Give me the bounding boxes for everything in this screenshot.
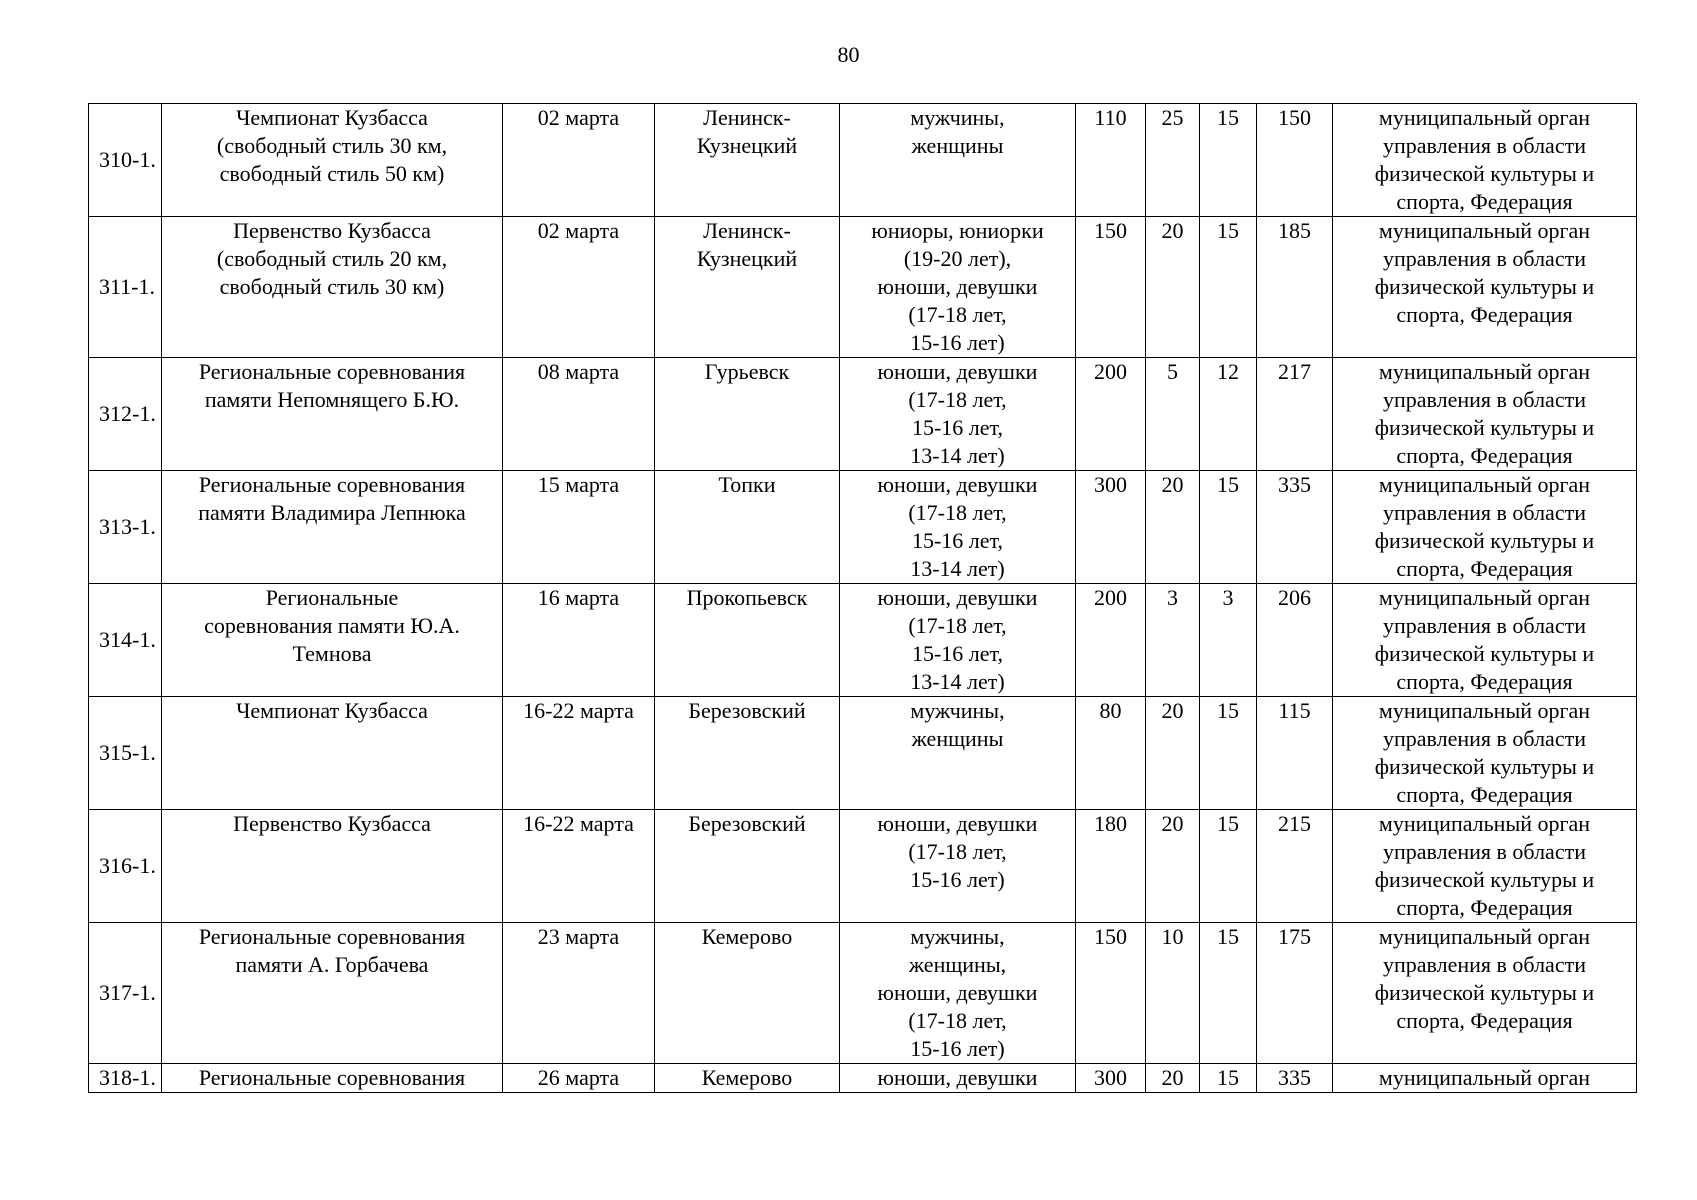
event-place-cell [655, 584, 840, 697]
participants-count-cell [1076, 923, 1146, 1064]
event-name-cell [162, 1064, 503, 1093]
coaches-count-cell [1146, 923, 1200, 1064]
event-organizer-cell [1333, 584, 1637, 697]
row-number-cell [89, 1064, 162, 1093]
event-date: 15 марта [537, 472, 620, 497]
coaches-count-cell [1146, 217, 1200, 358]
total-count-cell [1257, 923, 1333, 1064]
event-name: Региональные соревнования памяти Непомнящего Б.Ю. [198, 359, 466, 412]
participant-category-cell [840, 923, 1076, 1064]
event-date-cell [503, 217, 655, 358]
row-number-cell [89, 358, 162, 471]
participant-category-cell [840, 471, 1076, 584]
table-row [89, 584, 1637, 697]
event-place: Ленинск- Кузнецкий [696, 105, 798, 158]
event-name: Региональные соревнования памяти Ю.А. Темнова [204, 585, 460, 666]
participants-count-cell [1076, 697, 1146, 810]
row-number-cell [89, 810, 162, 923]
event-organizer: муниципальный орган управления в области физической культуры и спорта, Федерация [1374, 105, 1595, 214]
participant-category: юноши, девушки (17-18 лет, 15-16 лет) [877, 811, 1038, 892]
total-count-cell [1257, 810, 1333, 923]
event-place: Березовский [688, 698, 806, 723]
event-place-cell [655, 358, 840, 471]
event-place: Гурьевск [704, 359, 790, 384]
event-organizer: муниципальный орган управления в области физической культуры и спорта, Федерация [1374, 811, 1595, 920]
table-row [89, 810, 1637, 923]
judges-count: 15 [1217, 472, 1239, 497]
participant-category: юниоры, юниорки (19-20 лет), юноши, девушки (17-18 лет, 15-16 лет) [871, 218, 1044, 355]
coaches-count-cell [1146, 810, 1200, 923]
row-number-cell [89, 584, 162, 697]
judges-count: 15 [1217, 1065, 1239, 1090]
participants-count-cell [1076, 471, 1146, 584]
coaches-count-cell [1146, 471, 1200, 584]
participants-count: 110 [1094, 105, 1127, 130]
table-row [89, 923, 1637, 1064]
events-table [88, 103, 1637, 1093]
participant-category: мужчины, женщины [910, 105, 1005, 158]
row-number: 310-1. [99, 147, 156, 172]
event-name: Чемпионат Кузбасса (свободный стиль 30 км, свободный стиль 50 км) [216, 105, 448, 186]
judges-count-cell [1200, 471, 1257, 584]
event-place-cell [655, 697, 840, 810]
participant-category-cell [840, 104, 1076, 217]
row-number: 312-1. [99, 401, 156, 426]
table-row [89, 104, 1637, 217]
event-date-cell [503, 697, 655, 810]
event-name-cell [162, 104, 503, 217]
total-count-cell [1257, 697, 1333, 810]
event-name: Чемпионат Кузбасса [236, 698, 428, 723]
coaches-count: 25 [1161, 105, 1184, 130]
judges-count-cell [1200, 104, 1257, 217]
judges-count: 15 [1217, 811, 1239, 836]
event-organizer: муниципальный орган управления в области физической культуры и спорта, Федерация [1374, 698, 1595, 807]
event-date: 02 марта [537, 218, 620, 243]
participants-count: 200 [1094, 359, 1127, 384]
coaches-count-cell [1146, 358, 1200, 471]
event-date: 16-22 марта [523, 811, 634, 836]
event-place: Ленинск- Кузнецкий [696, 218, 798, 271]
event-date-cell [503, 471, 655, 584]
total-count: 217 [1278, 359, 1311, 384]
judges-count-cell [1200, 697, 1257, 810]
event-name: Первенство Кузбасса (свободный стиль 20 км, свободный стиль 30 км) [216, 218, 448, 299]
participants-count: 300 [1094, 472, 1127, 497]
total-count: 115 [1278, 698, 1311, 723]
participant-category: юноши, девушки (17-18 лет, 15-16 лет, 13-14 лет) [877, 472, 1038, 581]
event-name-cell [162, 358, 503, 471]
coaches-count: 20 [1161, 698, 1184, 723]
event-organizer-cell [1333, 923, 1637, 1064]
event-date: 26 марта [537, 1065, 620, 1090]
total-count: 335 [1278, 472, 1311, 497]
event-date-cell [503, 584, 655, 697]
participants-count-cell [1076, 810, 1146, 923]
participant-category-cell [840, 584, 1076, 697]
page-number: 80 [837, 42, 860, 67]
row-number: 314-1. [99, 627, 156, 652]
event-place: Топки [718, 472, 776, 497]
total-count: 206 [1278, 585, 1311, 610]
coaches-count-cell [1146, 104, 1200, 217]
row-number: 316-1. [99, 853, 156, 878]
row-number: 315-1. [99, 740, 156, 765]
event-place-cell [655, 217, 840, 358]
coaches-count: 3 [1167, 585, 1178, 610]
event-date-cell [503, 923, 655, 1064]
event-place-cell [655, 810, 840, 923]
event-place-cell [655, 1064, 840, 1093]
total-count-cell [1257, 104, 1333, 217]
event-name-cell [162, 217, 503, 358]
participant-category: мужчины, женщины, юноши, девушки (17-18 лет, 15-16 лет) [877, 924, 1038, 1061]
row-number-cell [89, 697, 162, 810]
table-row [89, 358, 1637, 471]
event-date: 16 марта [537, 585, 620, 610]
coaches-count: 20 [1161, 1065, 1184, 1090]
event-name: Региональные соревнования [198, 1065, 466, 1090]
judges-count: 15 [1217, 698, 1239, 723]
participant-category-cell [840, 697, 1076, 810]
participant-category-cell [840, 1064, 1076, 1093]
participants-count: 150 [1094, 218, 1127, 243]
participants-count-cell [1076, 1064, 1146, 1093]
participant-category: юноши, девушки (17-18 лет, 15-16 лет, 13-14 лет) [877, 585, 1038, 694]
participant-category-cell [840, 810, 1076, 923]
event-date-cell [503, 358, 655, 471]
judges-count-cell [1200, 1064, 1257, 1093]
participants-count: 80 [1099, 698, 1122, 723]
event-organizer-cell [1333, 471, 1637, 584]
event-organizer-cell [1333, 697, 1637, 810]
table-body [89, 104, 1637, 1093]
event-name-cell [162, 697, 503, 810]
event-date: 23 марта [537, 924, 620, 949]
participant-category: мужчины, женщины [910, 698, 1005, 751]
total-count-cell [1257, 471, 1333, 584]
total-count: 175 [1278, 924, 1311, 949]
participants-count: 300 [1094, 1065, 1127, 1090]
event-organizer: муниципальный орган управления в области физической культуры и спорта, Федерация [1374, 585, 1595, 694]
event-name-cell [162, 923, 503, 1064]
event-place-cell [655, 471, 840, 584]
event-place: Кемерово [701, 1065, 793, 1090]
event-organizer: муниципальный орган [1378, 1065, 1591, 1090]
event-date: 16-22 марта [523, 698, 634, 723]
event-place: Прокопьевск [686, 585, 808, 610]
event-date-cell [503, 1064, 655, 1093]
coaches-count: 20 [1161, 218, 1184, 243]
participants-count: 180 [1094, 811, 1127, 836]
event-date: 02 марта [537, 105, 620, 130]
row-number-cell [89, 471, 162, 584]
event-organizer-cell [1333, 810, 1637, 923]
event-organizer: муниципальный орган управления в области физической культуры и спорта, Федерация [1374, 359, 1595, 468]
judges-count: 15 [1217, 218, 1239, 243]
total-count-cell [1257, 358, 1333, 471]
event-name: Региональные соревнования памяти А. Горбачева [198, 924, 466, 977]
total-count: 150 [1278, 105, 1311, 130]
total-count-cell [1257, 217, 1333, 358]
coaches-count: 5 [1167, 359, 1178, 384]
event-name: Первенство Кузбасса [233, 811, 431, 836]
judges-count-cell [1200, 810, 1257, 923]
judges-count-cell [1200, 584, 1257, 697]
participant-category-cell [840, 217, 1076, 358]
event-date-cell [503, 810, 655, 923]
row-number: 318-1. [99, 1065, 156, 1090]
event-date-cell [503, 104, 655, 217]
event-organizer: муниципальный орган управления в области физической культуры и спорта, Федерация [1374, 924, 1595, 1033]
event-name-cell [162, 471, 503, 584]
total-count-cell [1257, 584, 1333, 697]
judges-count: 3 [1222, 585, 1234, 610]
participants-count-cell [1076, 358, 1146, 471]
coaches-count-cell [1146, 697, 1200, 810]
judges-count: 12 [1217, 359, 1239, 384]
coaches-count: 20 [1161, 811, 1184, 836]
event-organizer: муниципальный орган управления в области физической культуры и спорта, Федерация [1374, 472, 1595, 581]
participants-count: 150 [1094, 924, 1127, 949]
participant-category: юноши, девушки [877, 1065, 1038, 1090]
total-count: 215 [1278, 811, 1311, 836]
participants-count: 200 [1094, 585, 1127, 610]
judges-count: 15 [1217, 105, 1239, 130]
event-place-cell [655, 104, 840, 217]
table-row [89, 217, 1637, 358]
event-date: 08 марта [537, 359, 620, 384]
event-organizer: муниципальный орган управления в области физической культуры и спорта, Федерация [1374, 218, 1595, 327]
total-count: 335 [1278, 1065, 1311, 1090]
table-row [89, 1064, 1637, 1093]
event-place: Березовский [688, 811, 806, 836]
participants-count-cell [1076, 217, 1146, 358]
row-number: 311-1. [99, 274, 156, 299]
row-number: 313-1. [99, 514, 156, 539]
total-count-cell [1257, 1064, 1333, 1093]
event-organizer-cell [1333, 358, 1637, 471]
event-place-cell [655, 923, 840, 1064]
participants-count-cell [1076, 104, 1146, 217]
judges-count-cell [1200, 923, 1257, 1064]
table-row [89, 471, 1637, 584]
coaches-count: 10 [1161, 924, 1184, 949]
event-name-cell [162, 810, 503, 923]
participant-category-cell [840, 358, 1076, 471]
judges-count-cell [1200, 358, 1257, 471]
event-name-cell [162, 584, 503, 697]
judges-count: 15 [1217, 924, 1239, 949]
event-organizer-cell [1333, 104, 1637, 217]
judges-count-cell [1200, 217, 1257, 358]
event-place: Кемерово [701, 924, 793, 949]
coaches-count-cell [1146, 1064, 1200, 1093]
row-number-cell [89, 923, 162, 1064]
participants-count-cell [1076, 584, 1146, 697]
event-organizer-cell [1333, 1064, 1637, 1093]
event-name: Региональные соревнования памяти Владимира Лепнюка [198, 472, 466, 525]
event-organizer-cell [1333, 217, 1637, 358]
row-number-cell [89, 217, 162, 358]
participant-category: юноши, девушки (17-18 лет, 15-16 лет, 13-14 лет) [877, 359, 1038, 468]
total-count: 185 [1278, 218, 1311, 243]
table-row [89, 697, 1637, 810]
row-number: 317-1. [99, 980, 156, 1005]
coaches-count-cell [1146, 584, 1200, 697]
coaches-count: 20 [1161, 472, 1184, 497]
row-number-cell [89, 104, 162, 217]
